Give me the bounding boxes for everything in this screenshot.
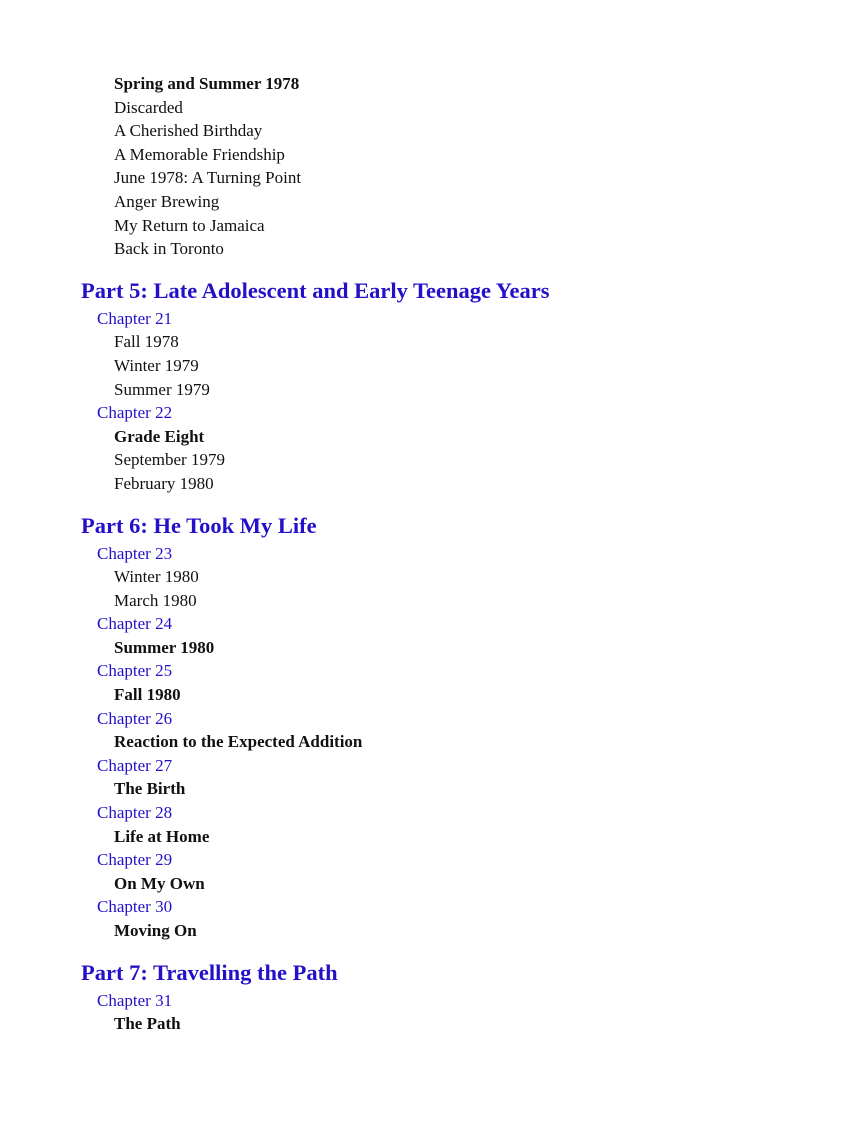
toc-entry-text: Grade Eight: [114, 426, 205, 446]
section-heading: [0, 683, 847, 707]
part-heading[interactable]: [0, 959, 847, 987]
toc-entry-text: Summer 1979: [114, 379, 210, 399]
chapter-link[interactable]: Chapter 21: [97, 308, 173, 328]
chapter-item-chapter-25[interactable]: [0, 659, 847, 683]
chapter-item-chapter-30[interactable]: [0, 895, 847, 919]
toc-entry: [0, 143, 847, 167]
section-heading: [0, 425, 847, 449]
toc-entry: [0, 448, 847, 472]
chapter-item-chapter-21[interactable]: [0, 307, 847, 331]
section-heading: [0, 72, 847, 96]
toc-entry-text: Back in Toronto: [114, 239, 224, 259]
chapter-link[interactable]: Chapter 24: [97, 614, 173, 634]
section-heading: [0, 825, 847, 849]
toc-entry-text: Winter 1980: [114, 567, 199, 587]
chapter-item-chapter-31[interactable]: [0, 989, 847, 1013]
toc-entry-text: The Birth: [114, 779, 186, 799]
toc-entry-text: September 1979: [114, 450, 225, 470]
chapter-link[interactable]: Chapter 31: [97, 990, 173, 1010]
table-of-contents: [0, 72, 847, 1036]
toc-entry-text: Moving On: [114, 921, 197, 940]
part-title-link[interactable]: Part 7: Travelling the Path: [81, 959, 338, 985]
chapter-item-chapter-29[interactable]: [0, 848, 847, 872]
toc-entry: [0, 237, 847, 261]
chapter-item-chapter-22[interactable]: [0, 401, 847, 425]
toc-entry-text: Winter 1979: [114, 355, 199, 375]
chapter-link[interactable]: Chapter 22: [97, 403, 173, 423]
toc-entry-text: March 1980: [114, 590, 197, 610]
section-heading: [0, 919, 847, 943]
part-heading[interactable]: [0, 512, 847, 540]
toc-entry: [0, 330, 847, 354]
toc-entry: [0, 565, 847, 589]
toc-entry: [0, 589, 847, 613]
part-title-link[interactable]: Part 6: He Took My Life: [81, 512, 317, 538]
section-heading: [0, 730, 847, 754]
toc-entry: [0, 378, 847, 402]
toc-entry-text: Fall 1978: [114, 332, 179, 352]
section-heading: [0, 1012, 847, 1036]
toc-entry-text: Reaction to the Expected Addition: [114, 732, 363, 752]
toc-entry-text: A Memorable Friendship: [114, 144, 285, 164]
toc-entry: [0, 119, 847, 143]
chapter-link[interactable]: Chapter 29: [97, 850, 173, 870]
section-heading: [0, 636, 847, 660]
chapter-link[interactable]: Chapter 27: [97, 755, 173, 775]
toc-entry: [0, 214, 847, 238]
part-heading[interactable]: [0, 277, 847, 305]
toc-entry-text: A Cherished Birthday: [114, 121, 263, 141]
toc-entry: [0, 190, 847, 214]
toc-entry-text: Summer 1980: [114, 637, 215, 657]
toc-entry: [0, 96, 847, 120]
chapter-link[interactable]: Chapter 28: [97, 803, 173, 823]
section-heading: [0, 777, 847, 801]
toc-entry-text: February 1980: [114, 473, 214, 493]
toc-entry-text: My Return to Jamaica: [114, 215, 265, 235]
chapter-item-chapter-27[interactable]: [0, 754, 847, 778]
toc-entry: [0, 354, 847, 378]
part-title-link[interactable]: Part 5: Late Adolescent and Early Teenage Years: [81, 277, 550, 303]
chapter-item-chapter-24[interactable]: [0, 612, 847, 636]
toc-entry-text: On My Own: [114, 873, 205, 893]
chapter-item-chapter-26[interactable]: [0, 707, 847, 731]
toc-entry-text: Anger Brewing: [114, 191, 220, 211]
toc-entry: [0, 472, 847, 496]
chapter-link[interactable]: Chapter 23: [97, 543, 173, 563]
section-heading: [0, 872, 847, 896]
toc-entry-text: Life at Home: [114, 826, 210, 846]
toc-entry-text: Spring and Summer 1978: [114, 74, 300, 93]
toc-entry: [0, 166, 847, 190]
chapter-link[interactable]: Chapter 25: [97, 661, 173, 681]
toc-entry-text: Fall 1980: [114, 685, 181, 705]
toc-entry-text: June 1978: A Turning Point: [114, 168, 302, 188]
chapter-item-chapter-23[interactable]: [0, 542, 847, 566]
chapter-link[interactable]: Chapter 26: [97, 708, 173, 728]
chapter-item-chapter-28[interactable]: [0, 801, 847, 825]
chapter-link[interactable]: Chapter 30: [97, 897, 173, 917]
toc-entry-text: Discarded: [114, 97, 183, 117]
toc-entry-text: The Path: [114, 1014, 181, 1034]
